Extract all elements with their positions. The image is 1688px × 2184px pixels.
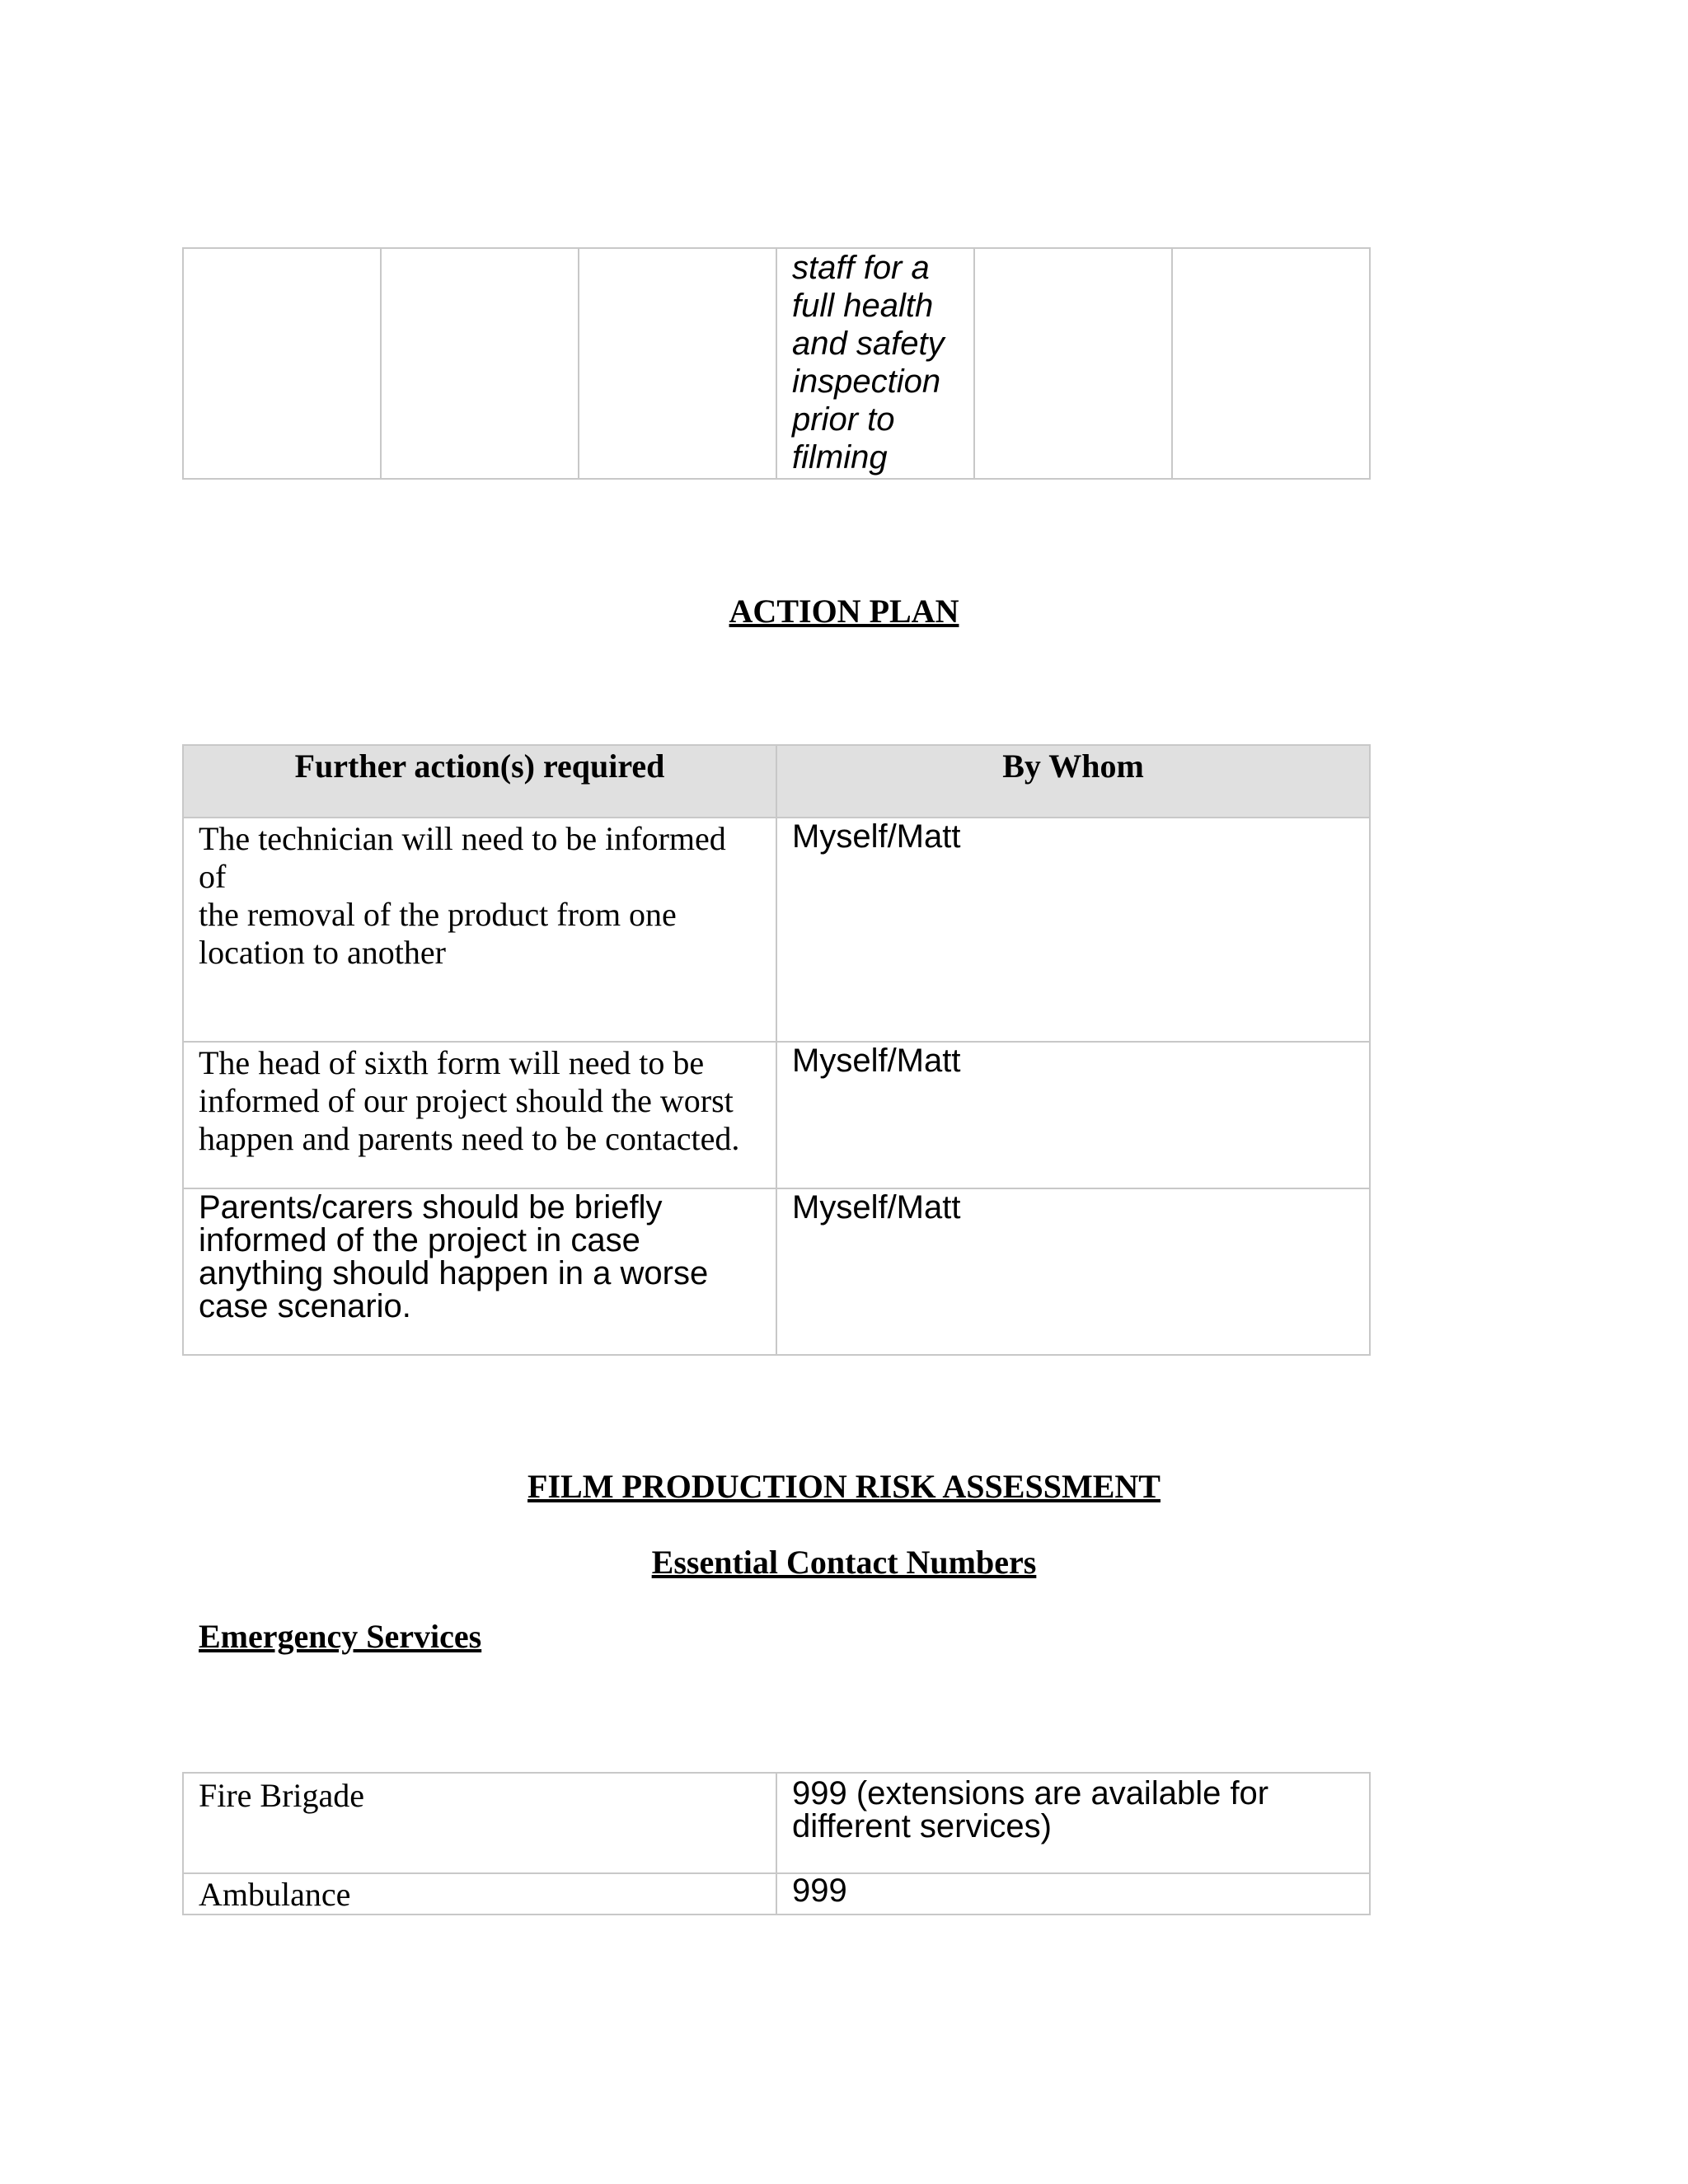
table-row xyxy=(183,1773,1370,1873)
table-row xyxy=(183,1188,1370,1355)
cell-line: informed of the project in case xyxy=(199,1222,640,1258)
action-cell xyxy=(183,1042,776,1188)
cell-line: happen and parents need to be contacted. xyxy=(199,1120,740,1157)
action-cell xyxy=(183,1188,776,1355)
table-row xyxy=(183,818,1370,1042)
by-whom-cell: Myself/Matt xyxy=(776,818,1370,1042)
cell-line: Parents/carers should be briefly xyxy=(199,1189,663,1226)
contacts-table xyxy=(182,1772,1371,1915)
action-plan-table xyxy=(182,744,1371,1356)
contact-number-cell xyxy=(776,1873,1370,1915)
contact-number-cell xyxy=(776,1773,1370,1873)
cell-line: the removal of the product from one xyxy=(199,896,677,933)
action-cell xyxy=(183,818,776,1042)
cell-line: The head of sixth form will need to be xyxy=(199,1044,705,1081)
cell-line: location to another xyxy=(199,934,446,971)
by-whom-cell: Myself/Matt xyxy=(776,1042,1370,1188)
cell-line: informed of our project should the worst xyxy=(199,1082,734,1119)
emergency-services-heading: Emergency Services xyxy=(199,1618,482,1655)
table-cell xyxy=(579,248,776,479)
risk-table-continuation xyxy=(182,247,1371,480)
cell-line: prior to xyxy=(792,401,895,438)
cell-line: inspection xyxy=(792,363,941,400)
table-row xyxy=(183,1873,1370,1915)
table-header-row xyxy=(183,745,1370,818)
cell-line: 999 (extensions are available for xyxy=(792,1775,1269,1811)
cell-line: 999 xyxy=(792,1872,847,1909)
cell-line: full health xyxy=(792,288,934,324)
cell-line: anything should happen in a worse xyxy=(199,1255,709,1291)
column-header-by-whom: By Whom xyxy=(776,745,1370,818)
service-name-cell: Fire Brigade xyxy=(183,1773,776,1873)
by-whom-cell: Myself/Matt xyxy=(776,1188,1370,1355)
cell-line: staff for a xyxy=(792,250,930,286)
risk-assessment-title: FILM PRODUCTION RISK ASSESSMENT xyxy=(528,1468,1160,1505)
table-cell xyxy=(381,248,579,479)
column-header-action: Further action(s) required xyxy=(183,745,776,818)
action-plan-title: ACTION PLAN xyxy=(729,593,959,630)
cell-line: and safety xyxy=(792,326,945,362)
cell-line: filming xyxy=(792,439,888,476)
service-name-cell: Ambulance xyxy=(183,1873,776,1915)
table-row xyxy=(183,1042,1370,1188)
contact-numbers-subtitle: Essential Contact Numbers xyxy=(651,1544,1037,1581)
cell-line: different services) xyxy=(792,1808,1052,1844)
table-cell xyxy=(183,248,381,479)
table-row xyxy=(183,248,1370,479)
table-cell xyxy=(974,248,1172,479)
control-measures-cell xyxy=(776,248,974,479)
cell-line: case scenario. xyxy=(199,1288,411,1324)
table-cell xyxy=(1172,248,1370,479)
cell-line: The technician will need to be informed of xyxy=(199,820,726,895)
